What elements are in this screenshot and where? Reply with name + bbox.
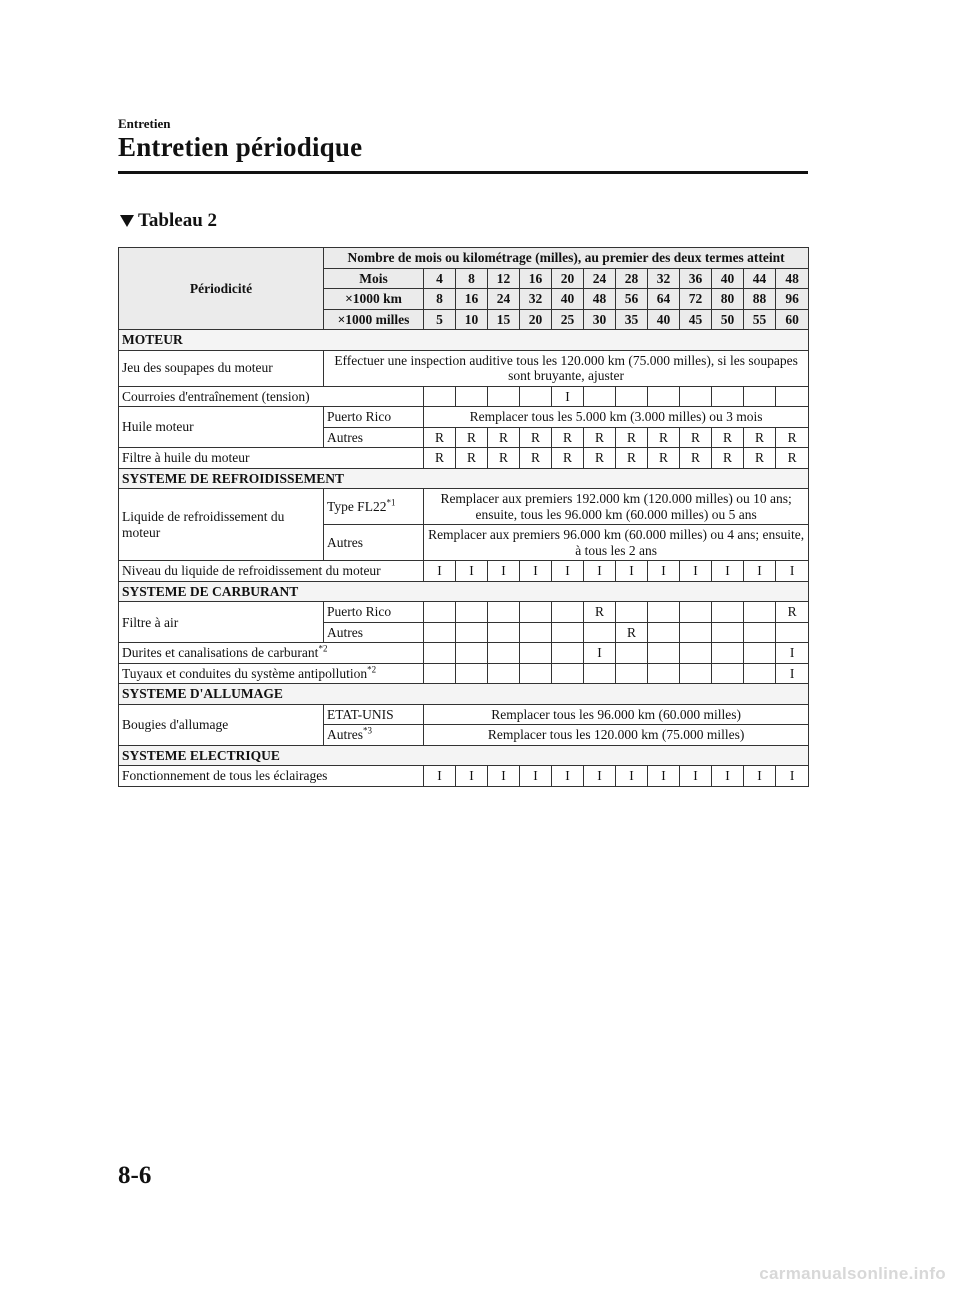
table-row (119, 704, 809, 725)
footnote-ref: *2 (318, 643, 328, 654)
type-label: Type FL22 (327, 498, 387, 514)
table-row (119, 561, 809, 582)
schedule-cell: I (424, 766, 456, 787)
section-electrique: SYSTEME ELECTRIQUE (119, 745, 809, 766)
table-row (119, 643, 809, 664)
schedule-cell: I (680, 561, 712, 582)
mois-value: 24 (584, 268, 616, 289)
schedule-cell (552, 663, 584, 684)
schedule-cell: I (456, 766, 488, 787)
milles-value: 35 (616, 309, 648, 330)
schedule-cell: I (744, 766, 776, 787)
schedule-cell (456, 663, 488, 684)
header-row (119, 248, 809, 269)
section-row-moteur (119, 330, 809, 351)
schedule-cell (712, 643, 744, 664)
table-row (119, 448, 809, 469)
schedule-cell (648, 663, 680, 684)
schedule-cell: R (744, 427, 776, 448)
schedule-cell: I (488, 766, 520, 787)
mois-value: 40 (712, 268, 744, 289)
row-sublabel: Autres (324, 622, 424, 643)
schedule-cell: I (712, 561, 744, 582)
mois-value: 36 (680, 268, 712, 289)
schedule-cell (584, 663, 616, 684)
schedule-cell (744, 643, 776, 664)
row-label: Jeu des soupapes du moteur (119, 350, 324, 386)
schedule-cell (488, 622, 520, 643)
mois-value: 16 (520, 268, 552, 289)
subsection-heading (120, 210, 217, 232)
schedule-cell: I (520, 561, 552, 582)
page-number: 8-6 (118, 1162, 152, 1189)
schedule-cell (744, 622, 776, 643)
schedule-cell: R (584, 448, 616, 469)
schedule-cell: I (584, 643, 616, 664)
mois-value: 4 (424, 268, 456, 289)
schedule-cell: R (424, 427, 456, 448)
schedule-cell (616, 643, 648, 664)
schedule-cell: R (584, 602, 616, 623)
km-value: 80 (712, 289, 744, 310)
km-value: 64 (648, 289, 680, 310)
milles-value: 20 (520, 309, 552, 330)
schedule-cell (488, 663, 520, 684)
schedule-cell: I (648, 766, 680, 787)
table-row (119, 386, 809, 407)
km-value: 48 (584, 289, 616, 310)
mois-value: 20 (552, 268, 584, 289)
schedule-cell (424, 663, 456, 684)
schedule-cell: I (648, 561, 680, 582)
schedule-cell: R (712, 448, 744, 469)
schedule-cell: I (712, 766, 744, 787)
schedule-cell (648, 622, 680, 643)
schedule-cell: I (744, 561, 776, 582)
schedule-cell (680, 643, 712, 664)
maintenance-table (118, 247, 809, 787)
schedule-cell: I (776, 643, 809, 664)
row-instruction: Remplacer tous les 120.000 km (75.000 milles) (424, 725, 809, 746)
milles-label: ×1000 milles (324, 309, 424, 330)
schedule-cell (456, 643, 488, 664)
schedule-cell (520, 622, 552, 643)
schedule-cell (584, 386, 616, 407)
section-carburant: SYSTEME DE CARBURANT (119, 581, 809, 602)
schedule-cell: R (616, 448, 648, 469)
km-value: 72 (680, 289, 712, 310)
page-title: Entretien périodique (118, 132, 363, 162)
schedule-cell: R (712, 427, 744, 448)
schedule-cell: I (584, 561, 616, 582)
milles-value: 40 (648, 309, 680, 330)
schedule-cell (456, 602, 488, 623)
table-row (119, 766, 809, 787)
schedule-cell: I (424, 561, 456, 582)
schedule-cell (552, 602, 584, 623)
section-allumage: SYSTEME D'ALLUMAGE (119, 684, 809, 705)
schedule-cell (488, 643, 520, 664)
schedule-cell (712, 663, 744, 684)
tuyaux-label: Tuyaux et conduites du système antipollution (122, 665, 368, 681)
schedule-cell: I (776, 766, 809, 787)
row-label: Huile moteur (119, 407, 324, 448)
schedule-cell: R (520, 427, 552, 448)
schedule-cell: R (744, 448, 776, 469)
km-value: 24 (488, 289, 520, 310)
row-sublabel: Puerto Rico (324, 407, 424, 428)
row-instruction (424, 489, 809, 525)
km-value: 16 (456, 289, 488, 310)
km-value: 40 (552, 289, 584, 310)
watermark: carmanualsonline.info (759, 1264, 946, 1283)
mois-value: 48 (776, 268, 809, 289)
table-row (119, 489, 809, 525)
schedule-cell: R (776, 448, 809, 469)
schedule-cell (424, 386, 456, 407)
schedule-cell (616, 663, 648, 684)
instruction-line: Remplacer aux premiers 192.000 km (120.000 milles) ou 10 ans; (440, 491, 792, 507)
schedule-cell: I (616, 766, 648, 787)
schedule-cell: I (584, 766, 616, 787)
row-label: Filtre à huile du moteur (119, 448, 424, 469)
schedule-cell (648, 602, 680, 623)
schedule-cell: I (552, 766, 584, 787)
mois-value: 32 (648, 268, 680, 289)
row-label (119, 663, 424, 684)
periodicite-cell: Périodicité (119, 248, 324, 330)
row-sublabel (324, 489, 424, 525)
schedule-cell (520, 602, 552, 623)
section-row-refroidissement (119, 468, 809, 489)
section-row-electrique (119, 745, 809, 766)
schedule-cell: R (584, 427, 616, 448)
schedule-cell: R (680, 448, 712, 469)
milles-value: 25 (552, 309, 584, 330)
schedule-cell: R (776, 427, 809, 448)
instruction-line: ensuite, tous les 96.000 km (60.000 milles) ou 5 ans (475, 506, 757, 522)
row-label: Fonctionnement de tous les éclairages (119, 766, 424, 787)
schedule-cell (552, 643, 584, 664)
schedule-cell (744, 663, 776, 684)
footnote-ref: *2 (367, 664, 377, 675)
schedule-cell (488, 602, 520, 623)
schedule-cell (648, 643, 680, 664)
schedule-cell (776, 622, 809, 643)
schedule-cell: R (488, 427, 520, 448)
schedule-cell: I (552, 386, 584, 407)
row-label (119, 643, 424, 664)
schedule-cell: R (680, 427, 712, 448)
table-row (119, 663, 809, 684)
row-instruction: Remplacer aux premiers 96.000 km (60.000 milles) ou 4 ans; ensuite, à tous les 2 ans (424, 525, 809, 561)
schedule-cell: I (488, 561, 520, 582)
row-sublabel (324, 725, 424, 746)
row-label: Courroies d'entraînement (tension) (119, 386, 424, 407)
schedule-cell: R (648, 427, 680, 448)
schedule-cell (424, 622, 456, 643)
km-value: 96 (776, 289, 809, 310)
autres-label: Autres (327, 727, 364, 743)
schedule-cell: R (616, 622, 648, 643)
mois-value: 8 (456, 268, 488, 289)
mois-label: Mois (324, 268, 424, 289)
durites-label: Durites et canalisations de carburant (122, 645, 319, 661)
schedule-cell (424, 643, 456, 664)
table-row (119, 602, 809, 623)
milles-value: 5 (424, 309, 456, 330)
section-label: Entretien (118, 116, 171, 131)
row-sublabel: Puerto Rico (324, 602, 424, 623)
row-label: Bougies d'allumage (119, 704, 324, 745)
row-label: Liquide de refroidissement du moteur (119, 489, 324, 561)
schedule-cell: R (552, 448, 584, 469)
schedule-cell: I (456, 561, 488, 582)
subsection-title: Tableau 2 (138, 210, 218, 231)
schedule-cell: I (776, 561, 809, 582)
title-divider (118, 171, 808, 174)
schedule-cell (712, 602, 744, 623)
schedule-cell (488, 386, 520, 407)
milles-value: 30 (584, 309, 616, 330)
schedule-cell (680, 602, 712, 623)
schedule-cell (776, 386, 809, 407)
milles-value: 50 (712, 309, 744, 330)
table-row (119, 407, 809, 428)
schedule-cell: R (616, 427, 648, 448)
schedule-cell: R (488, 448, 520, 469)
schedule-cell (616, 602, 648, 623)
schedule-cell (584, 622, 616, 643)
schedule-cell (456, 622, 488, 643)
schedule-cell (680, 386, 712, 407)
km-label: ×1000 km (324, 289, 424, 310)
schedule-cell: R (520, 448, 552, 469)
km-value: 8 (424, 289, 456, 310)
schedule-cell (680, 622, 712, 643)
mois-value: 44 (744, 268, 776, 289)
km-value: 56 (616, 289, 648, 310)
row-sublabel: Autres (324, 427, 424, 448)
mois-value: 28 (616, 268, 648, 289)
triangle-down-icon (120, 215, 134, 227)
schedule-cell (424, 602, 456, 623)
milles-value: 60 (776, 309, 809, 330)
km-value: 88 (744, 289, 776, 310)
header-note: Nombre de mois ou kilométrage (milles), au premier des deux termes atteint (324, 248, 809, 269)
schedule-cell: I (552, 561, 584, 582)
schedule-cell: I (680, 766, 712, 787)
row-sublabel: ETAT-UNIS (324, 704, 424, 725)
row-sublabel: Autres (324, 525, 424, 561)
milles-value: 15 (488, 309, 520, 330)
schedule-cell: R (456, 448, 488, 469)
km-value: 32 (520, 289, 552, 310)
schedule-cell: I (520, 766, 552, 787)
section-moteur: MOTEUR (119, 330, 809, 351)
schedule-cell: R (456, 427, 488, 448)
schedule-cell (616, 386, 648, 407)
schedule-cell: I (776, 663, 809, 684)
row-instruction: Remplacer tous les 96.000 km (60.000 milles) (424, 704, 809, 725)
schedule-cell (744, 386, 776, 407)
schedule-cell (712, 386, 744, 407)
row-label: Filtre à air (119, 602, 324, 643)
schedule-cell: I (616, 561, 648, 582)
row-instruction: Remplacer tous les 5.000 km (3.000 milles) ou 3 mois (424, 407, 809, 428)
schedule-cell (520, 663, 552, 684)
mois-value: 12 (488, 268, 520, 289)
schedule-cell (680, 663, 712, 684)
section-refroidissement: SYSTEME DE REFROIDISSEMENT (119, 468, 809, 489)
section-row-carburant (119, 581, 809, 602)
schedule-cell: R (648, 448, 680, 469)
schedule-cell: R (776, 602, 809, 623)
section-row-allumage (119, 684, 809, 705)
schedule-cell (456, 386, 488, 407)
milles-value: 10 (456, 309, 488, 330)
schedule-cell (552, 622, 584, 643)
footnote-ref: *3 (363, 725, 373, 736)
milles-value: 45 (680, 309, 712, 330)
schedule-cell: R (552, 427, 584, 448)
schedule-cell (744, 602, 776, 623)
schedule-cell (648, 386, 680, 407)
schedule-cell (520, 643, 552, 664)
schedule-cell: R (424, 448, 456, 469)
row-instruction: Effectuer une inspection auditive tous les 120.000 km (75.000 milles), si les soupapes sont bruyante, ajuster (324, 350, 809, 386)
table-row (119, 350, 809, 386)
footnote-ref: *1 (386, 497, 396, 508)
schedule-cell (520, 386, 552, 407)
row-label: Niveau du liquide de refroidissement du moteur (119, 561, 424, 582)
schedule-cell (712, 622, 744, 643)
milles-value: 55 (744, 309, 776, 330)
